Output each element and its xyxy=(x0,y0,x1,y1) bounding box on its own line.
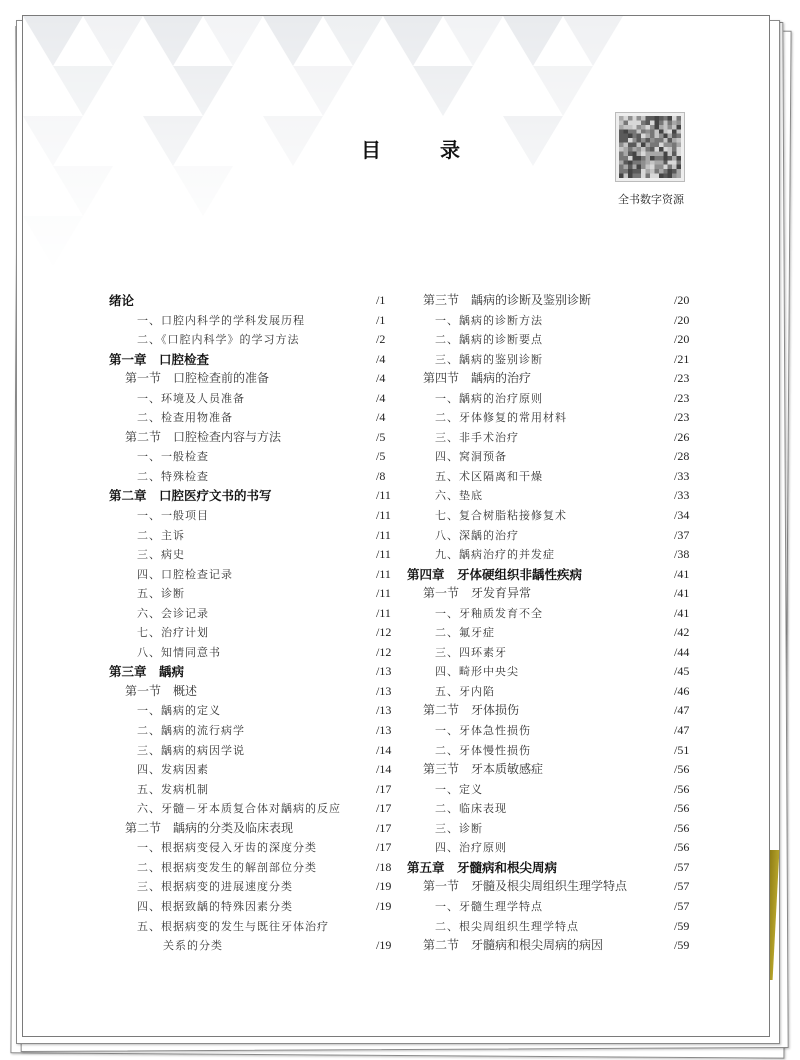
toc-entry-title: 七、治疗计划 xyxy=(137,626,209,640)
toc-entry-title: 第三节 牙本质敏感症 xyxy=(423,762,544,777)
toc-entry-page-number: /11 xyxy=(376,586,391,601)
toc-entry-page-number: /28 xyxy=(674,449,690,464)
toc-entry-title: 二、特殊检查 xyxy=(137,469,209,483)
toc-entry-title: 五、术区隔离和干燥 xyxy=(435,469,543,483)
toc-entry-title: 四、口腔检查记录 xyxy=(137,567,233,581)
toc-entry-page-number: /17 xyxy=(376,781,392,796)
toc-entry-title: 二、牙体慢性损伤 xyxy=(435,743,531,757)
toc-entry-title: 四、发病因素 xyxy=(137,763,209,777)
toc-entry-page-number: /13 xyxy=(376,683,392,698)
toc-entry-item[interactable] xyxy=(109,643,399,663)
toc-entry-page-number: /46 xyxy=(674,683,690,698)
toc-entry-title: 八、深龋的治疗 xyxy=(435,528,519,542)
toc-entry-item[interactable] xyxy=(407,428,697,448)
toc-entry-item[interactable] xyxy=(407,330,697,350)
toc-entry-item[interactable] xyxy=(407,662,697,682)
toc-entry-page-number: /4 xyxy=(376,410,386,425)
toc-entry-title: 三、龋病的病因学说 xyxy=(137,743,245,757)
toc-entry-chapter[interactable] xyxy=(407,565,697,585)
toc-entry-page-number: /5 xyxy=(376,429,386,444)
toc-entry-item[interactable] xyxy=(407,819,697,839)
toc-entry-section[interactable] xyxy=(407,701,697,721)
toc-entry-title: 二、主诉 xyxy=(137,528,185,542)
toc-entry-section[interactable] xyxy=(407,584,697,604)
toc-entry-page-number: /34 xyxy=(674,508,690,523)
toc-entry-page-number: /17 xyxy=(376,840,392,855)
toc-entry-title: 二、龋病的诊断要点 xyxy=(435,333,543,347)
toc-entry-page-number: /57 xyxy=(674,859,690,874)
toc-entry-page-number: /47 xyxy=(674,703,690,718)
toc-entry-page-number: /56 xyxy=(674,781,690,796)
toc-entry-page-number: /4 xyxy=(376,351,386,366)
toc-entry-page-number: /2 xyxy=(376,332,386,347)
toc-entry-page-number: /13 xyxy=(376,664,392,679)
toc-entry-item[interactable] xyxy=(109,858,399,878)
toc-entry-item[interactable] xyxy=(109,311,399,331)
toc-entry-page-number: /23 xyxy=(674,410,690,425)
toc-entry-item[interactable] xyxy=(109,897,399,917)
toc-entry-title: 第三节 龋病的诊断及鉴别诊断 xyxy=(423,293,592,307)
toc-entry-item[interactable] xyxy=(109,584,399,604)
toc-entry-item[interactable] xyxy=(407,408,697,428)
toc-entry-item[interactable] xyxy=(109,799,399,819)
toc-entry-page-number: /19 xyxy=(376,879,392,894)
toc-entry-item[interactable] xyxy=(109,780,399,800)
toc-entry-section[interactable] xyxy=(407,936,697,956)
toc-entry-cont[interactable] xyxy=(109,936,399,956)
toc-entry-page-number: /33 xyxy=(674,488,690,503)
toc-entry-title: 三、诊断 xyxy=(435,821,483,835)
toc-entry-page-number: /56 xyxy=(674,801,690,816)
toc-entry-page-number: /11 xyxy=(376,566,391,581)
toc-entry-page-number: /57 xyxy=(674,898,690,913)
toc-entry-item[interactable] xyxy=(407,506,697,526)
toc-entry-page-number: /19 xyxy=(376,938,392,953)
toc-entry-item[interactable] xyxy=(407,545,697,565)
toc-entry-title: 第一节 概述 xyxy=(125,683,198,698)
toc-entry-title: 六、会诊记录 xyxy=(137,606,209,620)
toc-entry-item[interactable] xyxy=(109,877,399,897)
toc-entry-page-number: /4 xyxy=(376,371,386,386)
toc-entry-title: 第二节 龋病的分类及临床表现 xyxy=(125,820,294,835)
toc-entry-item[interactable] xyxy=(407,447,697,467)
toc-entry-page-number: /57 xyxy=(674,879,690,894)
toc-entry-title: 一、牙釉质发育不全 xyxy=(435,606,543,620)
toc-entry-page-number: /11 xyxy=(376,527,391,542)
toc-entry-page-number: /5 xyxy=(376,449,386,464)
toc-entry-title: 第一节 口腔检查前的准备 xyxy=(125,371,270,386)
toc-entry-title: 一、环境及人员准备 xyxy=(137,391,245,405)
toc-entry-page-number: /20 xyxy=(674,332,690,347)
toc-entry-title: 二、根据病变发生的解剖部位分类 xyxy=(137,860,317,874)
toc-entry-item[interactable] xyxy=(109,408,399,428)
toc-entry-page-number: /8 xyxy=(376,468,386,483)
toc-entry-page-number: /56 xyxy=(674,840,690,855)
toc-entry-page-number: /13 xyxy=(376,703,392,718)
toc-entry-title: 六、垫底 xyxy=(435,489,483,503)
toc-entry-title: 五、牙内陷 xyxy=(435,684,495,698)
toc-entry-item[interactable] xyxy=(109,623,399,643)
qr-code[interactable] xyxy=(615,112,685,182)
toc-entry-title: 第一章 口腔检查 xyxy=(109,351,210,367)
toc-entry-chapter[interactable] xyxy=(109,662,399,682)
qr-code-image xyxy=(619,116,681,178)
toc-entry-item[interactable] xyxy=(407,389,697,409)
toc-entry-page-number: /45 xyxy=(674,664,690,679)
toc-entry-title: 四、窝洞预备 xyxy=(435,450,507,464)
toc-entry-item[interactable] xyxy=(109,760,399,780)
toc-entry-item[interactable] xyxy=(407,311,697,331)
toc-entry-section[interactable] xyxy=(109,682,399,702)
toc-entry-item[interactable] xyxy=(109,838,399,858)
toc-entry-title: 一、龋病的诊断方法 xyxy=(435,313,543,327)
toc-page xyxy=(22,15,770,1037)
toc-entry-section[interactable] xyxy=(407,760,697,780)
toc-entry-title: 三、根据病变的进展速度分类 xyxy=(137,880,293,894)
toc-entry-item[interactable] xyxy=(109,604,399,624)
toc-entry-page-number: /1 xyxy=(376,293,386,307)
qr-caption: 全书数字资源 xyxy=(618,193,684,206)
toc-entry-item[interactable] xyxy=(109,565,399,585)
toc-entry-item[interactable] xyxy=(407,799,697,819)
toc-entry-title: 一、根据病变侵入牙齿的深度分类 xyxy=(137,841,317,855)
toc-entry-title: 五、诊断 xyxy=(137,587,185,601)
toc-entry-title: 二、检查用物准备 xyxy=(137,411,233,425)
toc-entry-title: 一、口腔内科学的学科发展历程 xyxy=(137,313,305,327)
toc-entry-page-number: /41 xyxy=(674,566,690,581)
toc-entry-section[interactable] xyxy=(109,819,399,839)
toc-entry-item[interactable] xyxy=(407,780,697,800)
toc-entry-chapter[interactable] xyxy=(109,486,399,506)
toc-entry-title: 九、龋病治疗的并发症 xyxy=(435,548,555,562)
toc-entry-page-number: /41 xyxy=(674,605,690,620)
toc-entry-title: 第二章 口腔医疗文书的书写 xyxy=(109,488,272,504)
toc-entry-title: 五、发病机制 xyxy=(137,782,209,796)
toc-entry-page-number: /12 xyxy=(376,644,392,659)
toc-entry-section[interactable] xyxy=(109,369,399,389)
toc-entry-page-number: /17 xyxy=(376,801,392,816)
toc-entry-title: 二、根尖周组织生理学特点 xyxy=(435,919,579,933)
toc-entry-page-number: /11 xyxy=(376,508,391,523)
toc-entry-item[interactable] xyxy=(407,623,697,643)
toc-entry-title: 绪论 xyxy=(109,293,135,308)
toc-entry-page-number: /19 xyxy=(376,898,392,913)
toc-entry-title: 第二节 牙体损伤 xyxy=(423,703,520,718)
toc-entry-item[interactable] xyxy=(109,701,399,721)
toc-entry-page-number: /23 xyxy=(674,390,690,405)
toc-entry-title: 第一节 牙发育异常 xyxy=(423,586,532,601)
toc-entry-page-number: /26 xyxy=(674,429,690,444)
toc-entry-item[interactable] xyxy=(407,604,697,624)
toc-entry-title: 一、牙髓生理学特点 xyxy=(435,899,543,913)
toc-entry-title: 一、龋病的定义 xyxy=(137,704,221,718)
toc-entry-title: 四、治疗原则 xyxy=(435,841,507,855)
toc-entry-title: 三、龋病的鉴别诊断 xyxy=(435,352,543,366)
toc-entry-page-number: /41 xyxy=(674,586,690,601)
toc-entry-title: 五、根据病变的发生与既往牙体治疗 xyxy=(137,919,329,933)
toc-entry-page-number: /37 xyxy=(674,527,690,542)
toc-entry-page-number: /44 xyxy=(674,644,690,659)
toc-entry-title: 一、龋病的治疗原则 xyxy=(435,391,543,405)
toc-column-right xyxy=(407,291,697,956)
toc-entry-item[interactable] xyxy=(407,643,697,663)
toc-entry-title: 第五章 牙髓病和根尖周病 xyxy=(407,859,558,875)
toc-entry-title: 一、一般项目 xyxy=(137,509,209,523)
toc-entry-title: 四、畸形中央尖 xyxy=(435,665,519,679)
toc-entry-chapter[interactable] xyxy=(109,350,399,370)
toc-entry-item[interactable] xyxy=(407,682,697,702)
toc-entry-title: 第四节 龋病的治疗 xyxy=(423,371,532,386)
toc-entry-section[interactable] xyxy=(407,877,697,897)
toc-entry-section[interactable] xyxy=(109,428,399,448)
toc-entry-item[interactable] xyxy=(109,526,399,546)
toc-entry-page-number: /18 xyxy=(376,859,392,874)
toc-entry-item[interactable] xyxy=(407,526,697,546)
toc-entry-page-number: /21 xyxy=(674,351,690,366)
toc-entry-title: 二、氟牙症 xyxy=(435,626,495,640)
toc-entry-item[interactable] xyxy=(407,721,697,741)
toc-entry-item[interactable] xyxy=(109,389,399,409)
toc-entry-item[interactable] xyxy=(109,741,399,761)
toc-entry-page-number: /56 xyxy=(674,820,690,835)
toc-entry-title: 第四章 牙体硬组织非龋性疾病 xyxy=(407,566,583,582)
toc-entry-item[interactable] xyxy=(407,741,697,761)
toc-entry-page-number: /59 xyxy=(674,938,690,953)
toc-entry-title: 一、一般检查 xyxy=(137,450,209,464)
toc-entry-page-number: /1 xyxy=(376,312,386,327)
toc-entry-page-number: /56 xyxy=(674,762,690,777)
toc-entry-chapter[interactable] xyxy=(109,291,399,311)
toc-entry-page-number: /23 xyxy=(674,371,690,386)
toc-entry-title: 二、牙体修复的常用材料 xyxy=(435,411,567,425)
toc-entry-item[interactable] xyxy=(109,917,399,937)
toc-entry-page-number: /4 xyxy=(376,390,386,405)
toc-entry-title: 二、《口腔内科学》的学习方法 xyxy=(137,333,300,347)
toc-entry-page-number: /20 xyxy=(674,312,690,327)
toc-entry-section[interactable] xyxy=(407,369,697,389)
toc-entry-title: 七、复合树脂粘接修复术 xyxy=(435,509,567,523)
toc-entry-title: 三、四环素牙 xyxy=(435,645,507,659)
page-title: 目 录 xyxy=(361,138,486,162)
toc-entry-page-number: /14 xyxy=(376,762,392,777)
toc-entry-title: 关系的分类 xyxy=(163,939,223,953)
toc-entry-item[interactable] xyxy=(109,506,399,526)
toc-entry-title: 第一节 牙髓及根尖周组织生理学特点 xyxy=(423,879,628,894)
toc-entry-title: 六、牙髓－牙本质复合体对龋病的反应 xyxy=(137,802,341,816)
toc-entry-title: 第二节 牙髓病和根尖周病的病因 xyxy=(423,938,604,953)
toc-entry-chapter[interactable] xyxy=(407,858,697,878)
toc-entry-section[interactable] xyxy=(407,291,697,311)
toc-entry-item[interactable] xyxy=(109,467,399,487)
toc-entry-title: 一、牙体急性损伤 xyxy=(435,724,531,738)
toc-entry-page-number: /38 xyxy=(674,547,690,562)
toc-entry-title: 一、定义 xyxy=(435,782,483,796)
toc-entry-page-number: /42 xyxy=(674,625,690,640)
toc-entry-page-number: /12 xyxy=(376,625,392,640)
toc-entry-page-number: /47 xyxy=(674,723,690,738)
toc-entry-page-number: /33 xyxy=(674,468,690,483)
toc-entry-title: 二、临床表现 xyxy=(435,802,507,816)
toc-entry-page-number: /17 xyxy=(376,820,392,835)
toc-entry-item[interactable] xyxy=(407,467,697,487)
toc-entry-page-number: /51 xyxy=(674,742,690,757)
toc-entry-title: 三、病史 xyxy=(137,548,185,562)
toc-entry-page-number: /14 xyxy=(376,742,392,757)
toc-entry-page-number: /11 xyxy=(376,547,391,562)
toc-entry-title: 八、知情同意书 xyxy=(137,645,221,659)
toc-entry-item[interactable] xyxy=(407,350,697,370)
toc-entry-page-number: /20 xyxy=(674,293,690,307)
toc-entry-item[interactable] xyxy=(109,545,399,565)
toc-entry-title: 四、根据致龋的特殊因素分类 xyxy=(137,899,293,913)
toc-entry-page-number: /11 xyxy=(376,605,391,620)
toc-entry-title: 第三章 龋病 xyxy=(109,664,185,680)
toc-entry-page-number: /59 xyxy=(674,918,690,933)
toc-entry-page-number: /13 xyxy=(376,723,392,738)
toc-entry-item[interactable] xyxy=(407,917,697,937)
toc-column-left xyxy=(109,291,399,956)
toc-entry-page-number: /11 xyxy=(376,488,391,503)
toc-entry-item[interactable] xyxy=(407,486,697,506)
toc-entry-title: 二、龋病的流行病学 xyxy=(137,724,245,738)
toc-entry-item[interactable] xyxy=(109,721,399,741)
toc-entry-item[interactable] xyxy=(407,897,697,917)
toc-entry-item[interactable] xyxy=(407,838,697,858)
toc-entry-item[interactable] xyxy=(109,330,399,350)
toc-entry-title: 第二节 口腔检查内容与方法 xyxy=(125,429,282,444)
toc-entry-title: 三、非手术治疗 xyxy=(435,430,519,444)
toc-entry-item[interactable] xyxy=(109,447,399,467)
